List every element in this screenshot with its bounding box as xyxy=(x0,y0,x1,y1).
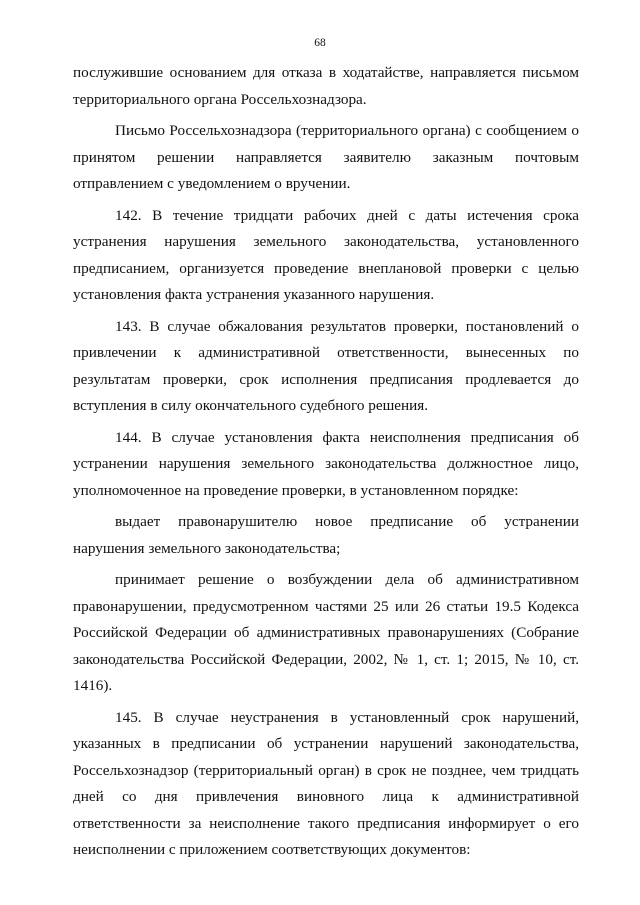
paragraph-142: 142. В течение тридцати рабочих дней с даты истечения срока устранения нарушения земельного законодательства, установленного предписанием, организуется проведение внеплановой проверки с целью установления факта устранения указанного нарушения. xyxy=(73,206,579,303)
paragraph-144-item-case: принимает решение о возбуждении дела об административном правонарушении, предусмотренном частями 25 или 26 статьи 19.5 Кодекса Российской Федерации об административных правонарушениях (Собрание законодательства Российской Федерации, 2002, № 1, ст. 1; 2015, № 10, ст. 1416). xyxy=(73,571,579,694)
page-number: 68 xyxy=(314,37,326,49)
paragraph-143: 143. В случае обжалования результатов проверки, постановлений о привлечении к административной ответственности, вынесенных по результатам проверки, срок исполнения предписания продлевается до вступления в силу окончательного судебного решения. xyxy=(73,317,579,414)
paragraph-145: 145. В случае неустранения в установленный срок нарушений, указанных в предписании об устранении нарушений законодательства, Россельхознадзор (территориальный орган) в срок не позднее, чем тридцать дней со дня привлечения виновного лица к административной ответственности за неисполнение такого предписания информирует о его неисполнении с приложением соответствующих документов: xyxy=(73,708,579,858)
paragraph-144-item-new-order: выдает правонарушителю новое предписание об устранении нарушения земельного законодательства; xyxy=(73,513,579,557)
paragraph-continuation: послужившие основанием для отказа в ходатайстве, направляется письмом территориального органа Россельхознадзора. xyxy=(73,64,579,108)
document-body xyxy=(73,60,579,864)
paragraph-letter-notice: Письмо Россельхознадзора (территориального органа) с сообщением о принятом решении направляется заявителю заказным почтовым отправлением с уведомлением о вручении. xyxy=(73,122,579,192)
paragraph-144: 144. В случае установления факта неисполнения предписания об устранении нарушения земельного законодательства должностное лицо, уполномоченное на проведение проверки, в установленном порядке: xyxy=(73,428,579,499)
